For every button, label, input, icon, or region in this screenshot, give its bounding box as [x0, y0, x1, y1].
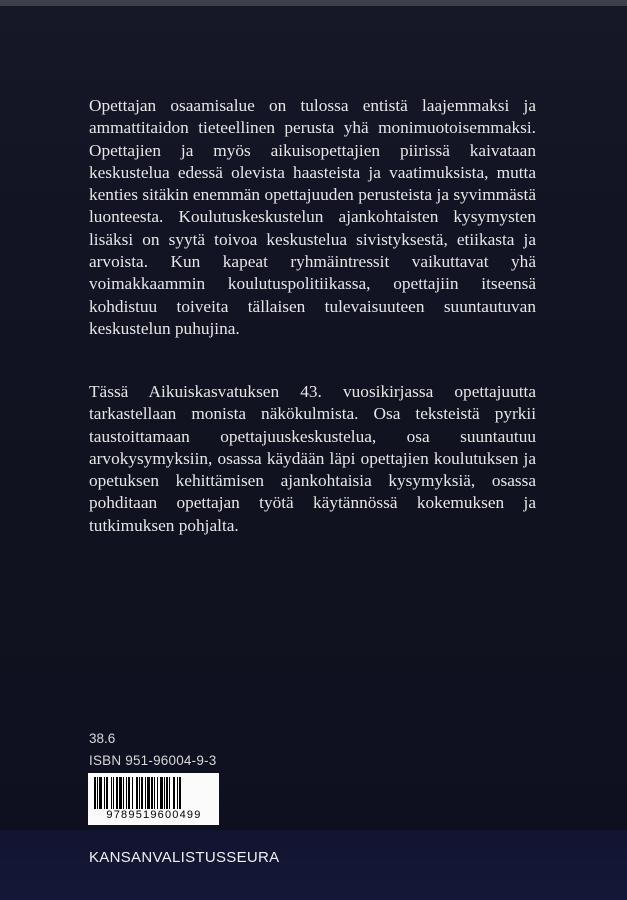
- blurb-paragraph-2: Tässä Aikuiskasvatuksen 43. vuosikirjassa opettajuutta tarkastellaan monista näkökulmista. Osa teksteistä pyrkii taustoittamaan opettajuuskeskustelua, osa suuntautuu arvokysymyksiin, osassa käydään läpi opettajien koulutuksen ja opetuksen kehittämisen ajankohtaisia kysymyksiä, osassa pohditaan opettajan työtä käytännössä kokemuksen ja tutkimuksen pohjalta.: [89, 382, 536, 535]
- barcode-number: 9789519600499: [106, 809, 202, 821]
- cover-top-edge: [0, 0, 627, 6]
- classification-code: 38.6: [89, 731, 116, 746]
- barcode-bar: [145, 777, 146, 809]
- barcode-bar: [141, 777, 143, 809]
- barcode-bar: [104, 777, 105, 809]
- barcode-bar: [157, 777, 158, 809]
- barcode-bar: [119, 777, 122, 809]
- barcode-bar: [151, 777, 153, 809]
- isbn-label: ISBN 951-96004-9-3: [89, 753, 217, 768]
- barcode-bar: [132, 777, 133, 809]
- blurb-paragraph-1: Opettajan osaamisalue on tulossa entistä laajemmaksi ja ammattitaidon tieteellinen perusta yhä monimuotoisemmaksi. Opettajien ja myös aikuisopettajien piirissä kaivataan keskustelua edessä olevista haasteista ja vaatimuksista, mutta kenties sitäkin enemmän opettajuuden perusteista ja syvimmästä luonteesta. Koulutuskeskustelun ajankohtaisten kysymysten lisäksi on syytä toivoa keskustelua sivistyksestä, etiikasta ja arvoista. Kun kapeat ryhmäintressit vaikuttavat yhä voimakkaammin koulutuspolitiikassa, opettajiin itseensä kohdistuu toiveita tällaisen tulevaisuuteen suuntautuvan keskustelun puhujina.: [89, 96, 536, 338]
- barcode-bar: [139, 777, 140, 809]
- barcode-bar: [126, 777, 127, 809]
- barcode-bar: [94, 777, 96, 809]
- publisher-name: KANSANVALISTUSSEURA: [89, 849, 280, 866]
- barcode-bar: [160, 777, 163, 809]
- barcode-bar: [136, 777, 138, 809]
- barcode: [88, 773, 219, 825]
- barcode-bar: [147, 777, 150, 809]
- barcode-bar: [106, 777, 108, 809]
- barcode-bar: [169, 777, 170, 809]
- barcode-bars: [94, 777, 213, 809]
- barcode-bar: [179, 777, 181, 809]
- barcode-bar: [111, 777, 112, 809]
- barcode-bar: [154, 777, 155, 809]
- barcode-bar: [128, 777, 130, 809]
- barcode-bar: [166, 777, 168, 809]
- barcode-bar: [116, 777, 118, 809]
- barcode-bar: [177, 777, 178, 809]
- barcode-bar: [173, 777, 175, 809]
- barcode-bar: [113, 777, 114, 809]
- barcode-bar: [97, 777, 98, 809]
- barcode-bar: [123, 777, 124, 809]
- barcode-bar: [99, 777, 102, 809]
- barcode-bar: [164, 777, 165, 809]
